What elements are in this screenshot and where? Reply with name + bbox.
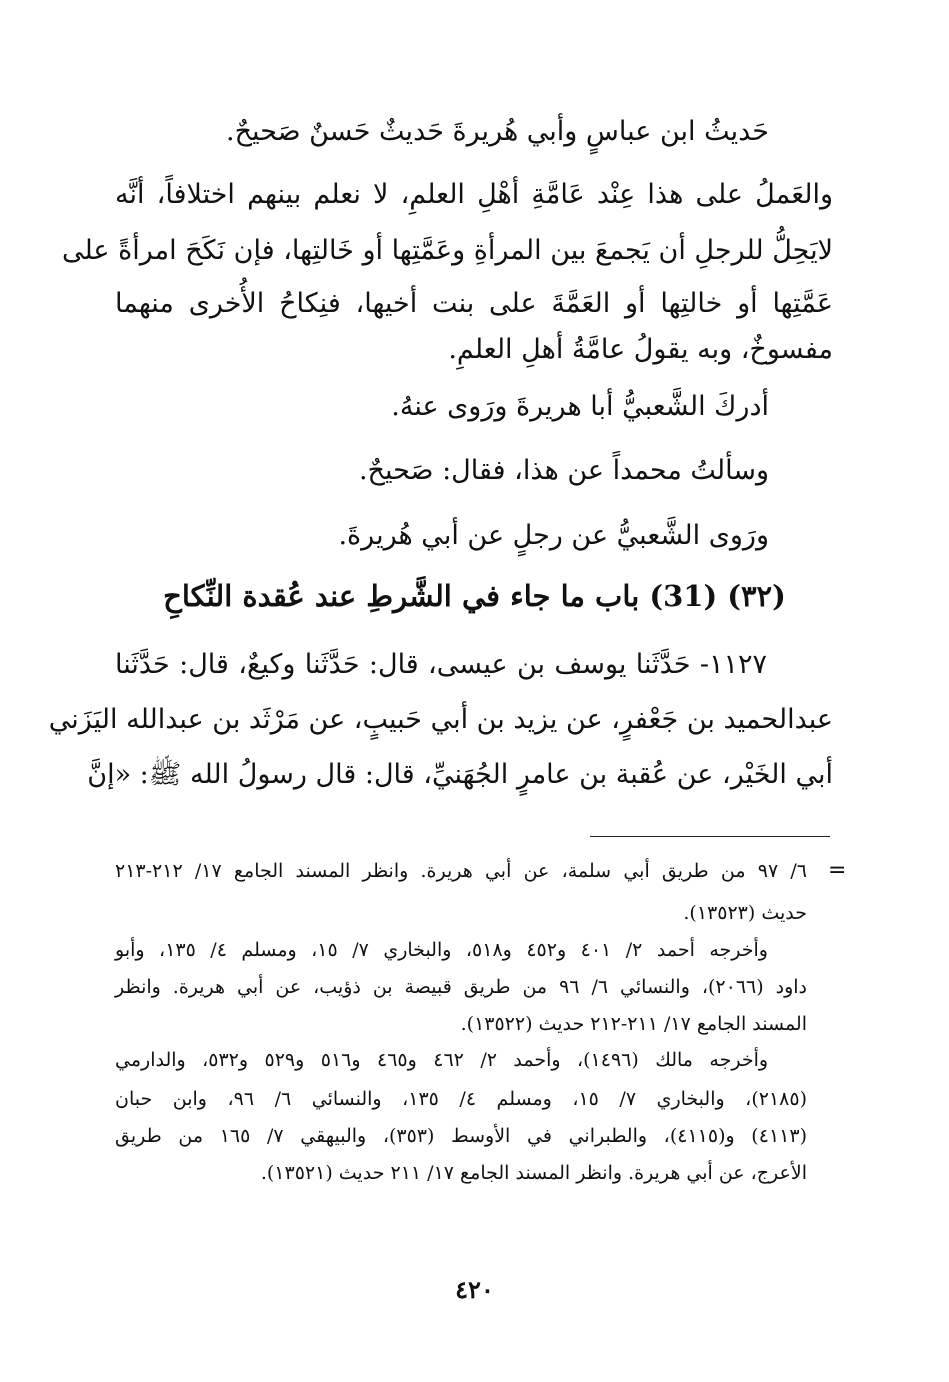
hadith-line: ١١٢٧- حَدَّثَنا يوسف بن عيسى، قال: حَدَّثَنا وكيعٌ، قال: حَدَّثَنا [115,649,767,680]
body-line: والعَملُ على هذا عِنْد عَامَّةِ أهْلِ العلمِ، لا نعلم بينهم اختلافاً، أنَّه [115,179,833,210]
page-number: ٤٢٠ [455,1275,494,1304]
footnote-line: داود (٢٠٦٦)، والنسائي ٦/ ٩٦ من طريق قبيصة بن ذؤيب، عن أبي هريرة. وانظر [115,976,807,998]
body-line: لايَحِلُّ للرجلِ أن يَجمعَ بين المرأةِ وعَمَّتِها أو خَالتِها، فإن نَكَحَ امرأةً على [61,235,833,266]
chapter-heading: (٣٢) (31) باب ما جاء في الشَّرطِ عند عُقدة النِّكاحِ [163,579,786,613]
body-line: أدركَ الشَّعبيُّ أبا هريرةَ ورَوى عنهُ. [391,391,769,422]
footnote-line: (٢١٨٥)، والبخاري ٧/ ١٥، ومسلم ٤/ ١٣٥، والنسائي ٦/ ٩٦، وابن حبان [115,1088,807,1110]
footnote-line: وأخرجه مالك (١٤٩٦)، وأحمد ٢/ ٤٦٢ و٤٦٥ و٥١٦ و٥٢٩ و٥٣٢، والدارمي [115,1049,769,1071]
footnote-line: الأعرج، عن أبي هريرة. وانظر المسند الجامع ١٧/ ٢١١ حديث (١٣٥٢١). [260,1162,807,1184]
footnote-line: وأخرجه أحمد ٢/ ٤٠١ و٤٥٢ و٥١٨، والبخاري ٧/ ١٥، ومسلم ٤/ ١٣٥، وأبو [115,939,768,961]
body-line: وسألتُ محمداً عن هذا، فقال: صَحيحٌ. [358,455,769,486]
footnote-line: المسند الجامع ١٧/ ٢١١-٢١٢ حديث (١٣٥٢٢). [460,1013,807,1035]
footnote-separator [590,836,830,837]
footnote-continuation-mark: = [828,858,847,883]
footnote-line: ٦/ ٩٧ من طريق أبي سلمة، عن أبي هريرة. وانظر المسند الجامع ١٧/ ٢١٢-٢١٣ [115,860,807,882]
body-line: عَمَّتِها أو خالتِها أو العَمَّةَ على بنت أخيها، فنِكاحُ الأُخرى منهما [115,288,833,319]
body-line: ورَوى الشَّعبيُّ عن رجلٍ عن أبي هُريرةَ. [338,520,769,551]
body-line: حَديثُ ابن عباسٍ وأبي هُريرةَ حَديثٌ حَسنٌ صَحيحٌ. [226,116,769,147]
hadith-line: عبدالحميد بن جَعْفرٍ، عن يزيد بن أبي حَبيبٍ، عن مَرْثَد بن عبدالله اليَزَني [48,704,833,735]
body-line: مفسوخٌ، وبه يقولُ عامَّةُ أهلِ العلمِ. [448,334,833,365]
footnote-line: (٤١١٣) و(٤١١٥)، والطبراني في الأوسط (٣٥٣)، والبيهقي ٧/ ١٦٥ من طريق [115,1125,807,1147]
footnote-line: حديث (١٣٥٢٣). [683,902,807,924]
hadith-line: أبي الخَيْر، عن عُقبة بن عامرٍ الجُهَنيِّ، قال: قال رسولُ الله ﷺ: «إنَّ [87,759,833,790]
